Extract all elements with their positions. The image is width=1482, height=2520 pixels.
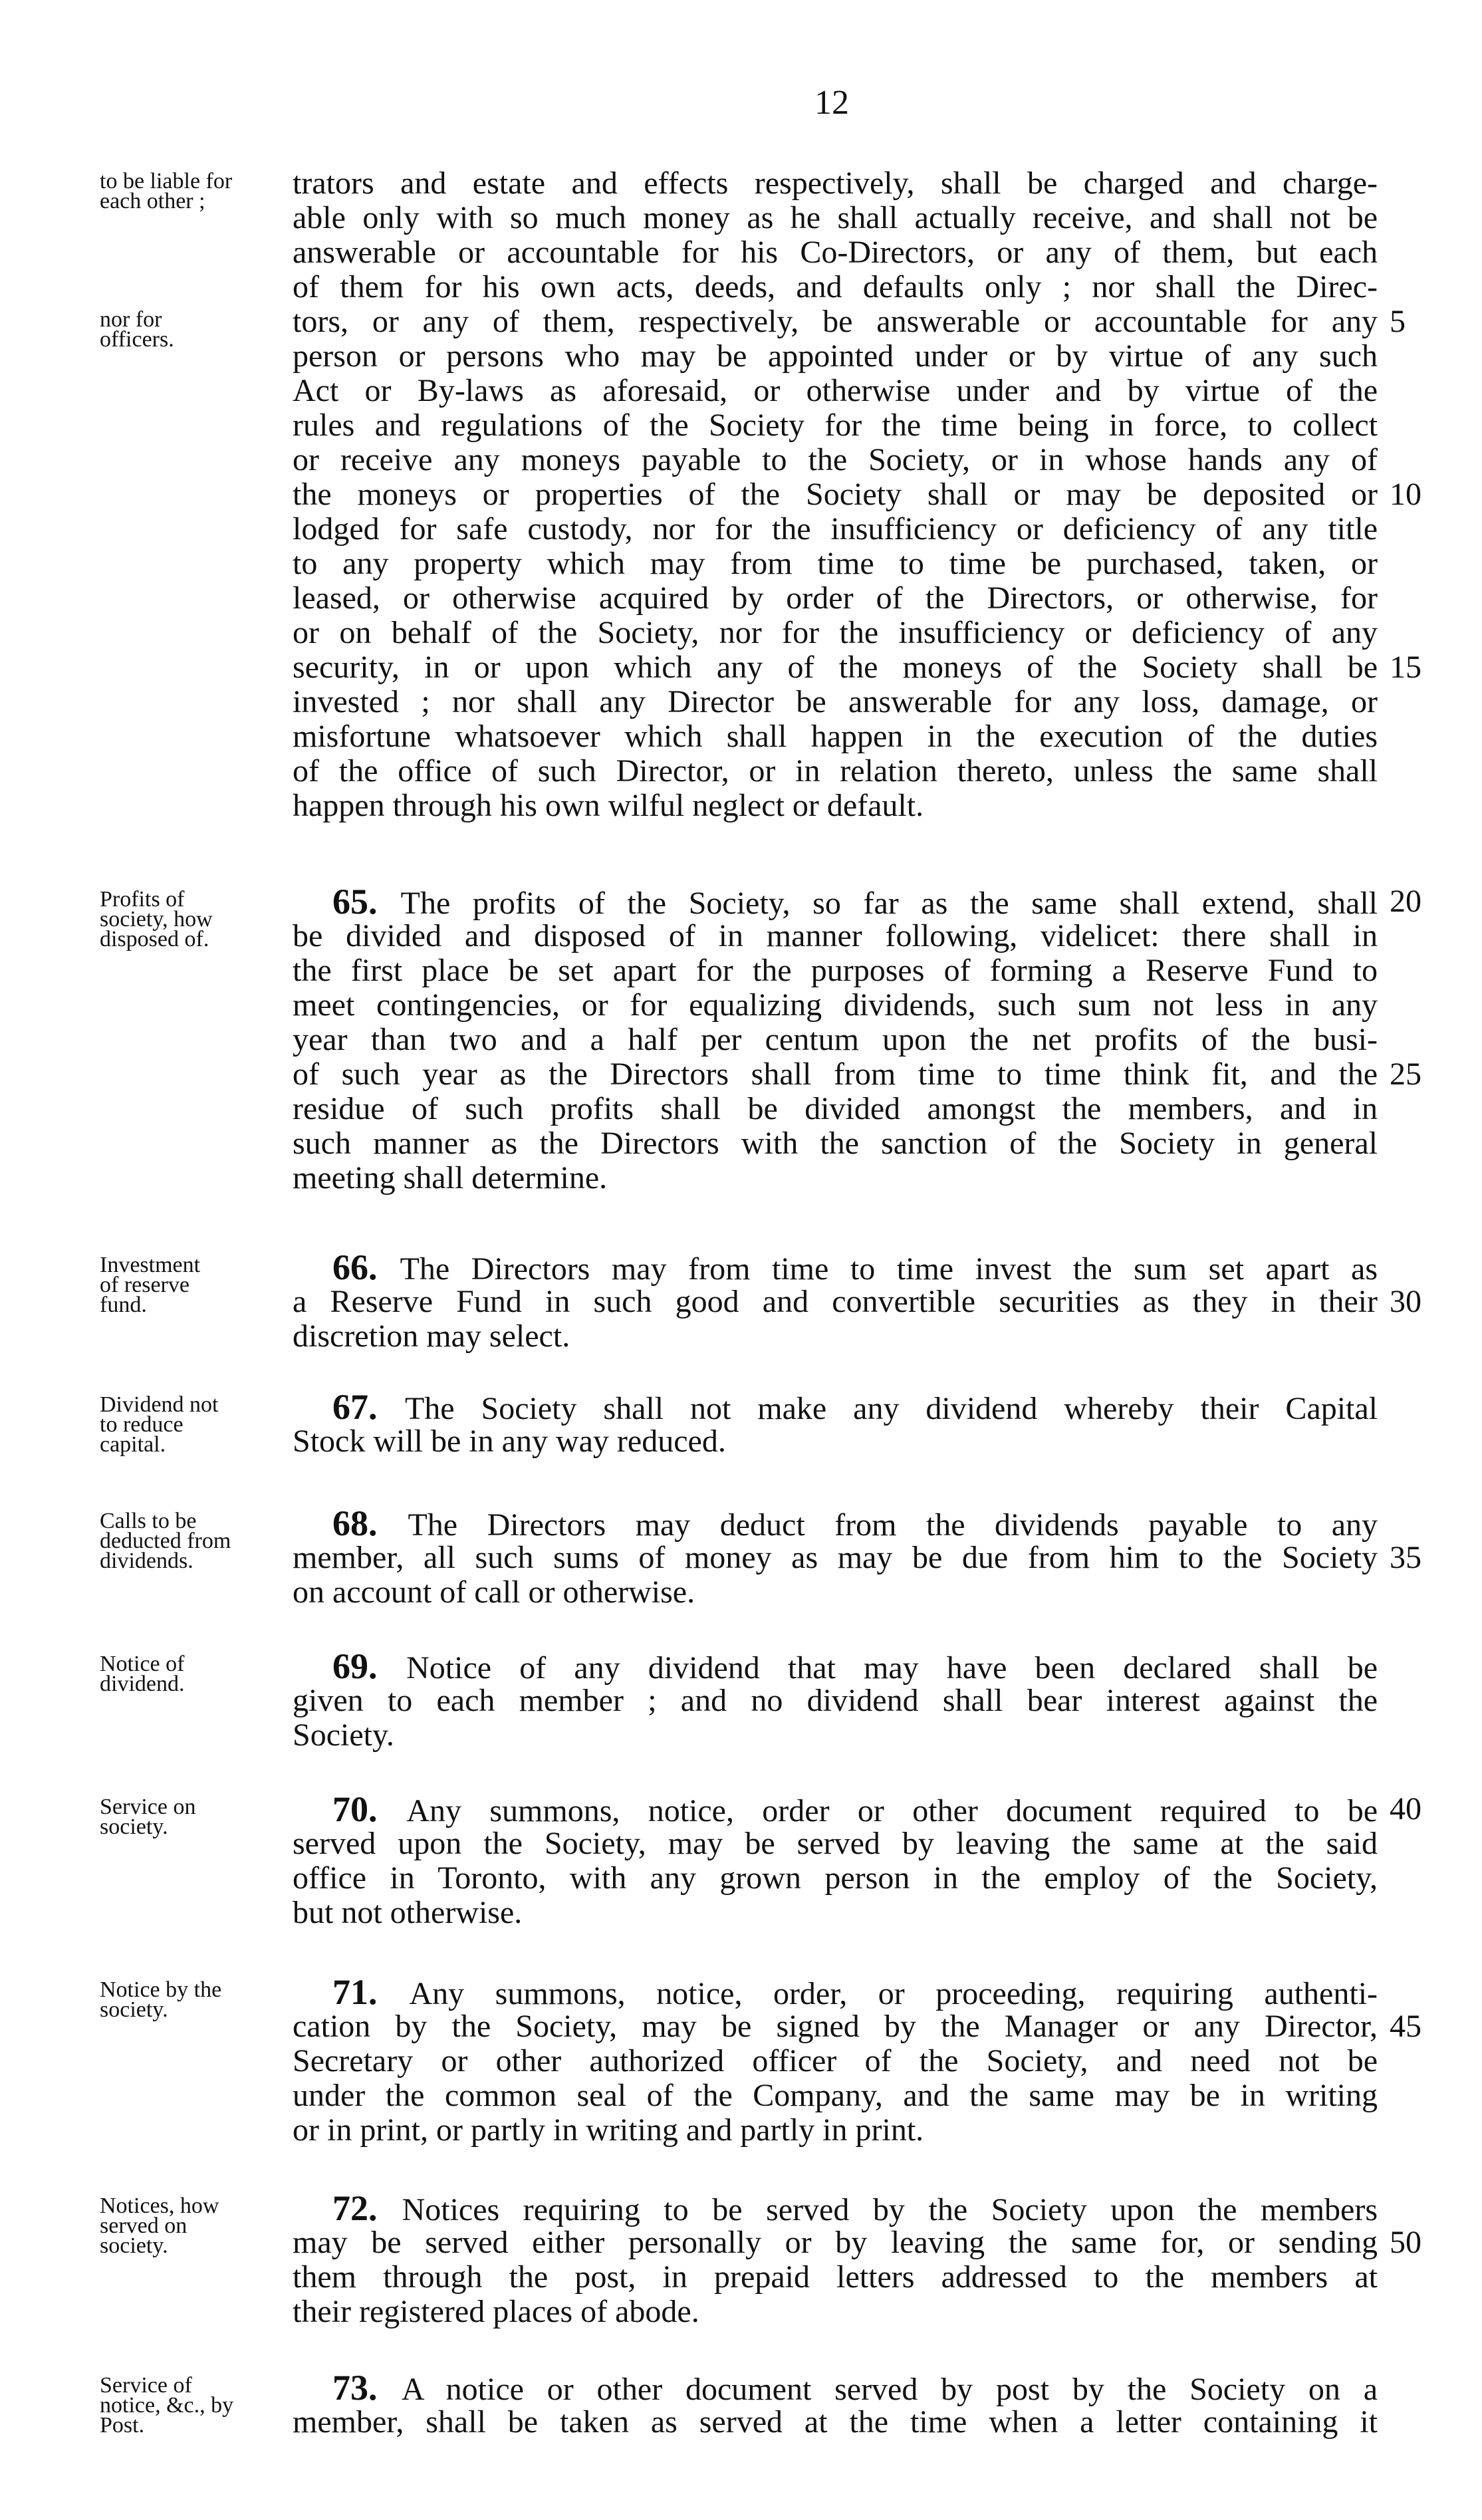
- text-line: [293, 2009, 1378, 2044]
- text-line-content: answerable or accountable for his Co-Directors, or any of them, but each: [293, 235, 1378, 270]
- margin-note-line: of reserve: [100, 1273, 189, 1297]
- margin-note-line: Notices, how: [100, 2194, 219, 2218]
- text-line: [293, 919, 1378, 953]
- text-line-content: lodged for safe custody, nor for the insufficiency or deficiency of any title: [293, 511, 1378, 547]
- section-number: 71.: [332, 1972, 410, 2012]
- text-line: [293, 408, 1378, 443]
- margin-note-line: society.: [100, 2233, 168, 2258]
- text-line: [293, 305, 1378, 339]
- text-line-content: Act or By-laws as aforesaid, or otherwise under and by virtue of the: [293, 373, 1378, 408]
- text-line-content: Secretary or other authorized officer of the Society, and need not be: [293, 2043, 1378, 2079]
- text-line-content: or receive any moneys payable to the Society, or in whose hands any of: [293, 442, 1378, 477]
- text-line: [293, 1424, 1378, 1459]
- margin-note-line: Service of: [100, 2373, 192, 2398]
- text-line: [293, 616, 1378, 650]
- text-line-content: a Reserve Fund in such good and convertible securities as they in their: [293, 1284, 1378, 1319]
- margin-note-line: to reduce: [100, 1412, 184, 1437]
- text-line: [293, 1092, 1378, 1126]
- text-line-content: Notice of any dividend that may have been declared shall be: [406, 1650, 1378, 1686]
- text-line: [293, 443, 1378, 477]
- text-line-content: misfortune whatsoever which shall happen in the execution of the duties: [293, 719, 1378, 754]
- section-number: 67.: [332, 1387, 405, 1427]
- text-line: [293, 339, 1378, 374]
- margin-note-line: Post.: [100, 2413, 145, 2438]
- text-line: [293, 581, 1378, 616]
- text-line: [293, 2079, 1378, 2113]
- section-number: 73.: [332, 2368, 402, 2408]
- text-line: [293, 1827, 1378, 1861]
- text-line: [332, 884, 1378, 921]
- line-number: 10: [1390, 477, 1421, 512]
- margin-note-line: fund.: [100, 1293, 147, 1317]
- text-line-content: A notice or other document served by post by the Society on a: [401, 2372, 1378, 2407]
- text-line: [293, 2225, 1378, 2260]
- text-line: [293, 1023, 1378, 1057]
- text-line: [332, 1646, 1378, 1686]
- text-line: [293, 685, 1378, 719]
- margin-note-line: to be liable for: [100, 169, 233, 193]
- margin-note-line: capital.: [100, 1432, 166, 1457]
- text-line: [332, 1247, 1378, 1287]
- text-line-content: their registered places of abode.: [293, 2294, 699, 2329]
- text-line-content: year than two and a half per centum upon the net profits of the busi-: [293, 1022, 1378, 1057]
- text-line: [332, 2188, 1378, 2228]
- section-number: 69.: [332, 1646, 407, 1686]
- margin-note-line: Calls to be: [100, 1509, 197, 1533]
- text-line: [293, 2113, 1378, 2148]
- text-line: [293, 1575, 1378, 1610]
- text-line: [293, 1126, 1378, 1161]
- text-line: [293, 2295, 1378, 2329]
- margin-note: [100, 307, 286, 352]
- text-line: [332, 2370, 1378, 2407]
- text-line: [293, 2260, 1378, 2295]
- margin-note: [100, 1654, 286, 1694]
- text-line: [293, 1684, 1378, 1718]
- text-line-content: or in print, or partly in writing and partly in print.: [293, 2112, 924, 2148]
- text-line-content: The profits of the Society, so far as the same shall extend, shall: [400, 886, 1378, 921]
- text-line-content: The Directors may deduct from the dividends payable to any: [408, 1507, 1378, 1543]
- margin-note-line: Service on: [100, 1795, 196, 1819]
- margin-note: [100, 887, 286, 951]
- text-line: [293, 1541, 1378, 1575]
- margin-note-line: Profits of: [100, 887, 185, 912]
- text-line-content: such manner as the Directors with the sanction of the Society in general: [293, 1126, 1378, 1161]
- margin-note-line: officers.: [100, 327, 174, 352]
- text-line-content: meeting shall determine.: [293, 1160, 608, 1196]
- text-line-content: may be served either personally or by leaving the same for, or sending: [293, 2225, 1378, 2260]
- margin-note-line: society.: [100, 1815, 168, 1839]
- text-line: [293, 1861, 1378, 1896]
- text-line-content: residue of such profits shall be divided amongst the members, and in: [293, 1091, 1378, 1126]
- text-line-content: leased, or otherwise acquired by order of the Directors, or otherwise, for: [293, 580, 1378, 616]
- text-line: [293, 1319, 1378, 1354]
- page-number: 12: [814, 84, 849, 122]
- line-number: 30: [1390, 1284, 1421, 1319]
- section-number: 65.: [332, 882, 401, 922]
- text-line-content: the moneys or properties of the Society shall or may be deposited or: [293, 477, 1378, 512]
- text-line-content: rules and regulations of the Society for the time being in force, to collect: [293, 408, 1378, 443]
- text-line: [293, 953, 1378, 988]
- text-line-content: Any summons, notice, order, or proceeding, requiring authenti-: [409, 1976, 1378, 2011]
- text-line-content: but not otherwise.: [293, 1895, 523, 1930]
- text-line: [293, 719, 1378, 754]
- text-line-content: able only with so much money as he shall actually receive, and shall not be: [293, 200, 1378, 235]
- text-line-content: them through the post, in prepaid letters addressed to the members at: [293, 2259, 1378, 2295]
- text-line-content: member, shall be taken as served at the time when a letter containing it: [293, 2404, 1378, 2440]
- text-line: [332, 1972, 1378, 2012]
- text-line-content: Stock will be in any way reduced.: [293, 1424, 726, 1459]
- text-line-content: given to each member ; and no dividend shall bear interest against the: [293, 1683, 1378, 1718]
- text-line-content: office in Toronto, with any grown person in the employ of the Society,: [293, 1860, 1378, 1896]
- text-line: [332, 1789, 1378, 1829]
- line-number: 45: [1390, 2009, 1421, 2044]
- text-line-content: meet contingencies, or for equalizing dividends, such sum not less in any: [293, 987, 1378, 1023]
- margin-note-line: Investment: [100, 1253, 201, 1277]
- text-line: [293, 547, 1378, 581]
- text-line-content: invested ; nor shall any Director be answerable for any loss, damage, or: [293, 684, 1378, 719]
- text-line-content: trators and estate and effects respectively, shall be charged and charge-: [293, 166, 1378, 201]
- margin-note: [100, 2196, 286, 2256]
- text-line-content: of such year as the Directors shall from time to time think fit, and the: [293, 1057, 1378, 1092]
- margin-note-line: each other ;: [100, 189, 205, 213]
- section-number: 70.: [332, 1789, 407, 1829]
- text-line-content: security, in or upon which any of the moneys of the Society shall be: [293, 650, 1378, 685]
- line-number: 20: [1390, 884, 1421, 919]
- text-line-content: The Society shall not make any dividend whereby their Capital: [404, 1391, 1378, 1426]
- text-line-content: the first place be set apart for the purposes of forming a Reserve Fund to: [293, 953, 1378, 988]
- section-number: 72.: [332, 2188, 402, 2228]
- margin-note: [100, 1797, 286, 1837]
- text-line-content: on account of call or otherwise.: [293, 1575, 695, 1610]
- text-line: [293, 754, 1378, 789]
- margin-note-line: society, how: [100, 907, 213, 932]
- line-number: 25: [1390, 1057, 1421, 1092]
- text-line-content: member, all such sums of money as may be due from him to the Society: [293, 1540, 1378, 1575]
- text-line: [293, 235, 1378, 270]
- margin-note-line: dividends.: [100, 1549, 193, 1573]
- text-line: [293, 374, 1378, 408]
- section-number: 66.: [332, 1247, 400, 1287]
- margin-note: [100, 1392, 286, 1457]
- text-line-content: to any property which may from time to time be purchased, taken, or: [293, 546, 1378, 581]
- margin-note-line: Dividend not: [100, 1392, 219, 1417]
- text-line-content: happen through his own wilful neglect or default.: [293, 788, 924, 823]
- text-line-content: person or persons who may be appointed under or by virtue of any such: [293, 338, 1378, 374]
- text-line: [293, 650, 1378, 685]
- margin-note-line: served on: [100, 2213, 187, 2238]
- text-line: [293, 512, 1378, 547]
- text-line-content: Notices requiring to be served by the Society upon the members: [402, 2192, 1378, 2227]
- margin-note: [100, 1977, 286, 2022]
- text-line: [332, 1387, 1378, 1427]
- text-line: [293, 2405, 1378, 2440]
- text-line-content: Society.: [293, 1717, 394, 1753]
- text-line: [293, 1896, 1378, 1930]
- margin-note: [100, 2373, 286, 2438]
- text-line: [293, 1161, 1378, 1196]
- margin-note-line: nor for: [100, 307, 162, 332]
- text-line: [332, 1503, 1378, 1543]
- text-line-content: be divided and disposed of in manner following, videlicet: there shall in: [293, 918, 1378, 953]
- line-number: 35: [1390, 1540, 1421, 1575]
- text-line: [293, 988, 1378, 1023]
- text-line: [293, 1718, 1378, 1753]
- margin-note-line: Notice by the: [100, 1977, 222, 2002]
- margin-note-line: society.: [100, 1997, 168, 2022]
- line-number: 40: [1390, 1791, 1421, 1827]
- text-line-content: The Directors may from time to time invest the sum set apart as: [400, 1251, 1378, 1287]
- text-line-content: tors, or any of them, respectively, be answerable or accountable for any: [293, 304, 1378, 339]
- text-line-content: served upon the Society, may be served by leaving the same at the said: [293, 1826, 1378, 1861]
- text-line: [293, 270, 1378, 305]
- text-line: [293, 1285, 1378, 1319]
- margin-note-line: disposed of.: [100, 927, 209, 951]
- text-line: [293, 477, 1378, 512]
- text-line-content: of the office of such Director, or in relation thereto, unless the same shall: [293, 753, 1378, 789]
- margin-note: [100, 1511, 286, 1571]
- line-number: 50: [1390, 2225, 1421, 2260]
- margin-note-line: deducted from: [100, 1529, 231, 1553]
- text-line-content: of them for his own acts, deeds, and defaults only ; nor shall the Direc-: [293, 269, 1378, 305]
- margin-note: [100, 169, 286, 213]
- text-line: [293, 1057, 1378, 1092]
- text-line: [293, 789, 1378, 823]
- text-line: [293, 166, 1378, 201]
- text-line: [293, 201, 1378, 235]
- line-number: 5: [1390, 304, 1406, 339]
- line-number: 15: [1390, 650, 1421, 685]
- margin-note: [100, 1255, 286, 1315]
- text-line: [293, 2044, 1378, 2079]
- text-line-content: or on behalf of the Society, nor for the insufficiency or deficiency of any: [293, 615, 1378, 650]
- section-number: 68.: [332, 1503, 408, 1543]
- text-line-content: under the common seal of the Company, and the same may be in writing: [293, 2078, 1378, 2113]
- margin-note-line: notice, &c., by: [100, 2393, 234, 2418]
- margin-note-line: Notice of: [100, 1652, 185, 1676]
- text-line-content: cation by the Society, may be signed by the Manager or any Director,: [293, 2009, 1378, 2044]
- margin-note-line: dividend.: [100, 1672, 185, 1696]
- text-line-content: discretion may select.: [293, 1319, 570, 1354]
- text-line-content: Any summons, notice, order or other document required to be: [406, 1793, 1378, 1828]
